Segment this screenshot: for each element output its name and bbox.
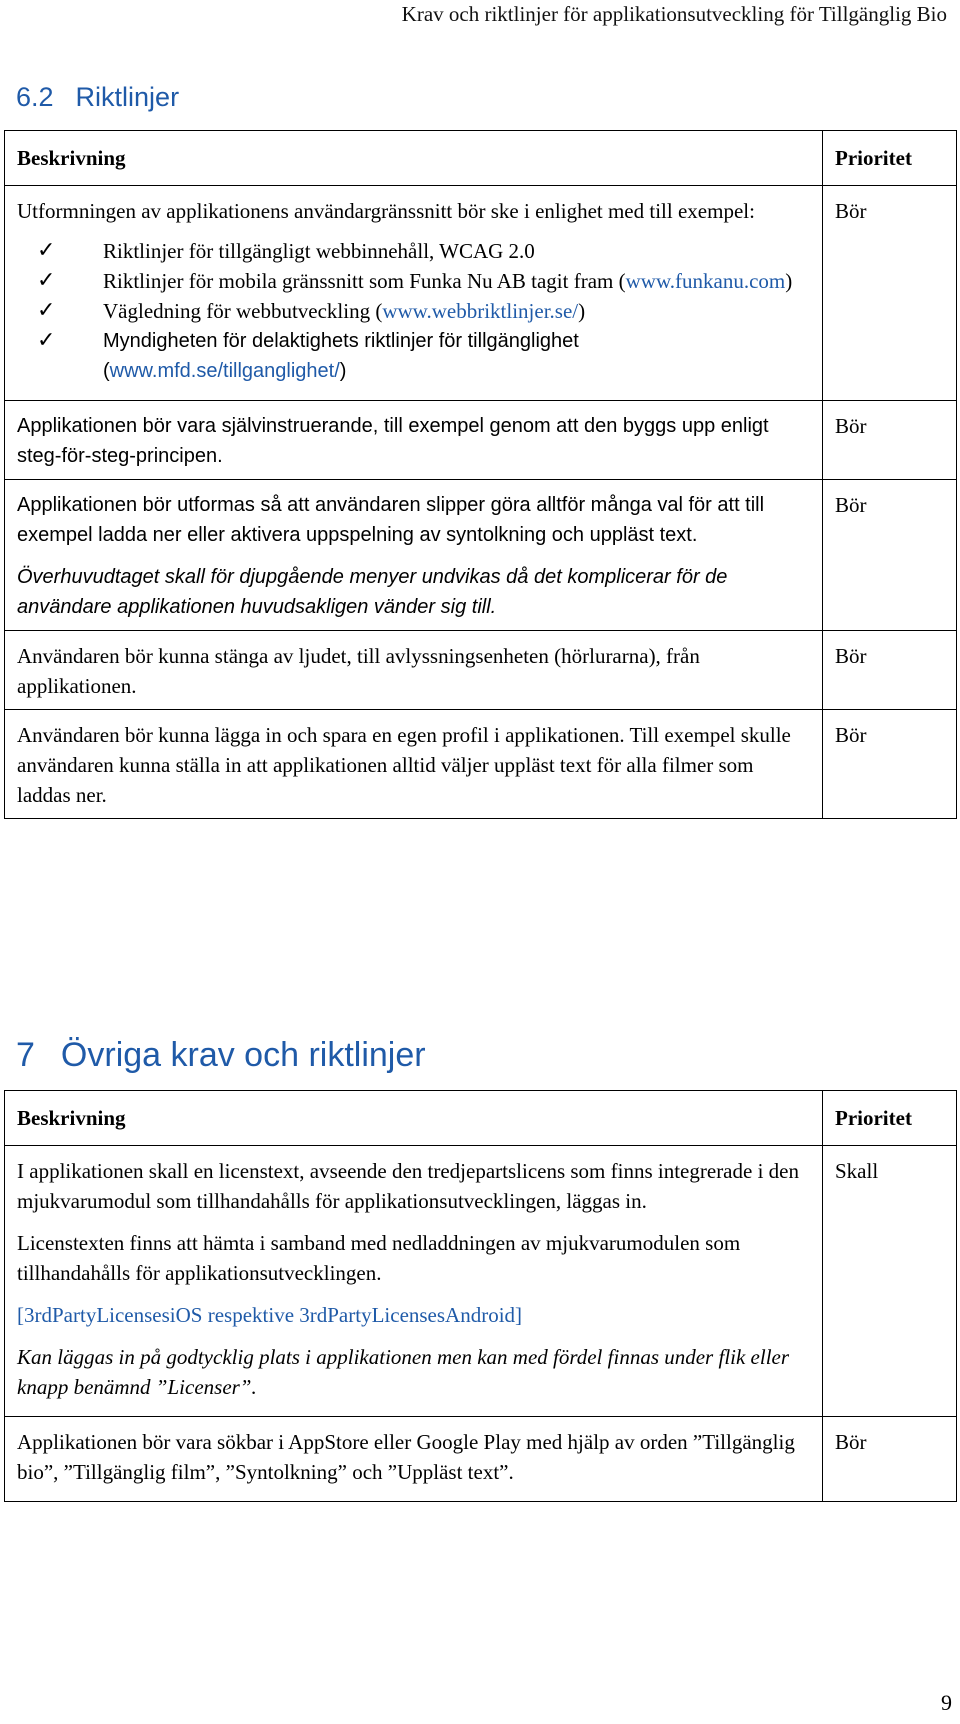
priority-cell: Skall [823,1146,957,1417]
table-row [5,186,957,401]
table-row [5,631,957,710]
page-number: 9 [941,1690,952,1715]
description-cell [5,480,823,631]
list-item [37,326,810,386]
license-placement-note: Kan läggas in på godtycklig plats i applikationen men kan med fördel finnas under flik eller knapp benämnd ”Licenser”. [17,1345,790,1399]
list-item-text-end: ) [785,269,793,293]
section-number: 6.2 [16,82,54,112]
checkmark-icon: ✓ [37,238,56,263]
section-number: 7 [16,1036,35,1074]
row-intro: Utformningen av applikationens användargränssnitt bör ske i enlighet med till exempel: [17,199,755,223]
funkanu-link[interactable]: www.funkanu.com [625,269,786,293]
table-header-row [5,1091,957,1146]
section-title: Riktlinjer [75,82,180,112]
priority-cell: Bör [823,401,957,480]
description-cell: Användaren bör kunna lägga in och spara en egen profil i applikationen. Till exempel skulle användaren kunna ställa in att applikationen alltid väljer uppläst text för alla filmer som laddas ner. [5,710,823,819]
checkmark-icon: ✓ [37,268,56,293]
section-heading-6-2 [16,82,179,113]
description-cell [5,1146,823,1417]
list-item-text: Vägledning för webbutveckling ( [103,299,383,323]
list-item [37,266,810,296]
other-requirements-table [4,1090,957,1502]
checkmark-icon: ✓ [37,298,56,323]
description-cell: Användaren bör kunna stänga av ljudet, till avlyssningsenheten (hörlurarna), från applikationen. [5,631,823,710]
mfd-link[interactable]: www.mfd.se/tillganglighet/ [109,360,340,382]
table-row [5,401,957,480]
webbriktlinjer-link[interactable]: www.webbriktlinjer.se/ [382,299,579,323]
list-item-text: Riktlinjer för mobila gränssnitt som Funka Nu AB tagit fram ( [103,269,626,293]
section-heading-7 [16,1036,426,1075]
description-cell: Applikationen bör vara självinstruerande, till exempel genom att den byggs upp enligt steg-för-steg-principen. [5,401,823,480]
priority-cell: Bör [823,480,957,631]
column-header-priority: Prioritet [823,131,957,186]
guidelines-table [4,130,957,819]
priority-cell: Bör [823,186,957,401]
column-header-priority: Prioritet [823,1091,957,1146]
description-text: Applikationen bör utformas så att användaren slipper göra alltför många val för att till exempel ladda ner eller aktivera uppspelning av syntolkning och uppläst text. [17,494,765,546]
list-item-text: Riktlinjer för tillgängligt webbinnehåll, WCAG 2.0 [103,239,535,263]
list-item-text-end: ) [339,360,347,382]
list-item [37,236,810,266]
checklist [17,236,810,386]
table-row [5,1146,957,1417]
license-file-names: [3rdPartyLicensesiOS respektive 3rdPartyLicensesAndroid] [17,1303,523,1327]
running-header: Krav och riktlinjer för applikationsutveckling för Tillgänglig Bio [401,2,947,26]
column-header-description: Beskrivning [5,1091,823,1146]
list-item-text: Myndigheten för delaktighets riktlinjer för tillgänglighet ( [103,330,579,382]
list-item-text-end: ) [578,299,586,323]
table-row [5,710,957,819]
section-title: Övriga krav och riktlinjer [60,1036,426,1074]
table-row [5,1417,957,1502]
list-item [37,296,810,326]
column-header-description: Beskrivning [5,131,823,186]
table-header-row [5,131,957,186]
license-source-paragraph: Licenstexten finns att hämta i samband med nedladdningen av mjukvarumodulen som tillhandahålls för applikationsutvecklingen. [17,1231,741,1285]
license-paragraph: I applikationen skall en licenstext, avseende den tredjepartslicens som finns integrerade i den mjukvarumodul som tillhandahålls för applikationsutvecklingen, läggas in. [17,1159,799,1213]
priority-cell: Bör [823,1417,957,1502]
checkmark-icon: ✓ [37,328,56,353]
description-cell: Applikationen bör vara sökbar i AppStore eller Google Play med hjälp av orden ”Tillgänglig bio”, ”Tillgänglig film”, ”Syntolkning” och ”Uppläst text”. [5,1417,823,1502]
priority-cell: Bör [823,631,957,710]
priority-cell: Bör [823,710,957,819]
description-note: Överhuvudtaget skall för djupgående menyer undvikas då det komplicerar för de användare applikationen huvudsakligen vänder sig till. [17,566,728,618]
table-row [5,480,957,631]
